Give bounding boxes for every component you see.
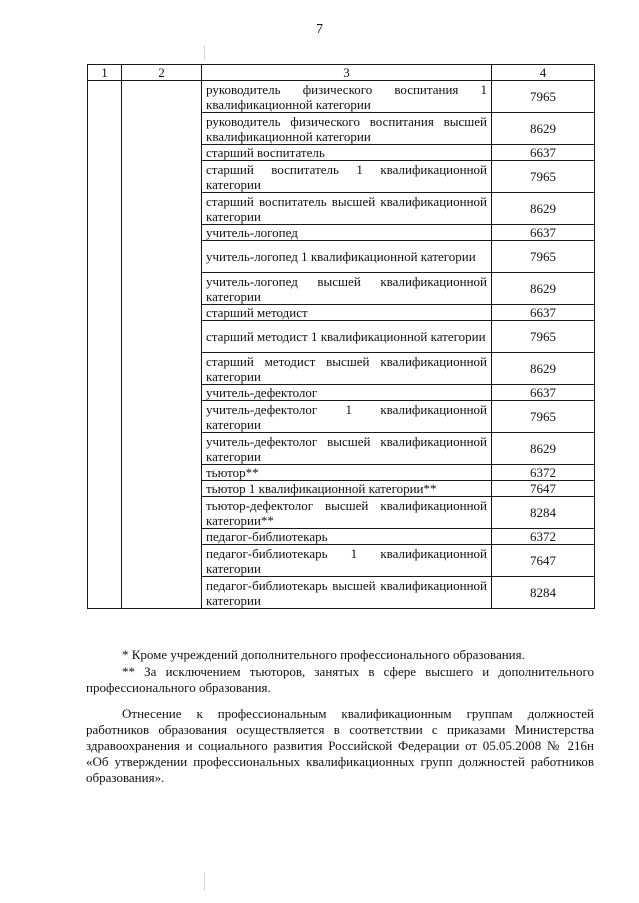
column-header: 3 <box>202 65 492 81</box>
position-cell: учитель-дефектолог высшей квалификационной категории <box>202 433 492 465</box>
position-cell: педагог-библиотекарь высшей квалификационной категории <box>202 577 492 609</box>
position-cell: старший воспитатель 1 квалификационной категории <box>202 161 492 193</box>
salary-value-cell: 7647 <box>492 545 595 577</box>
position-cell: тьютор** <box>202 465 492 481</box>
position-cell: учитель-дефектолог 1 квалификационной категории <box>202 401 492 433</box>
position-cell: старший методист 1 квалификационной категории <box>202 321 492 353</box>
empty-cell-col1 <box>88 81 122 609</box>
salary-value-cell: 6372 <box>492 529 595 545</box>
empty-cell-col2 <box>122 81 202 609</box>
position-cell: педагог-библиотекарь 1 квалификационной категории <box>202 545 492 577</box>
salary-value-cell: 8629 <box>492 273 595 305</box>
position-cell: учитель-логопед <box>202 225 492 241</box>
position-cell: старший воспитатель высшей квалификационной категории <box>202 193 492 225</box>
salary-value-cell: 6637 <box>492 145 595 161</box>
position-cell: учитель-дефектолог <box>202 385 492 401</box>
column-header: 4 <box>492 65 595 81</box>
position-cell: учитель-логопед высшей квалификационной категории <box>202 273 492 305</box>
position-cell: старший методист высшей квалификационной категории <box>202 353 492 385</box>
position-cell: руководитель физического воспитания высшей квалификационной категории <box>202 113 492 145</box>
table-header-row <box>88 65 595 81</box>
salary-value-cell: 7965 <box>492 321 595 353</box>
footnote-single-asterisk: * Кроме учреждений дополнительного профессионального образования. <box>122 647 525 662</box>
salary-value-cell: 7965 <box>492 81 595 113</box>
table-row <box>88 81 595 113</box>
salary-value-cell: 7965 <box>492 241 595 273</box>
salary-value-cell: 7965 <box>492 161 595 193</box>
column-header: 2 <box>122 65 202 81</box>
qualification-salary-table <box>87 64 595 609</box>
body-paragraph: Отнесение к профессиональным квалификационным группам должностей работников образования осуществляется в соответствии с приказами Министерства здравоохранения и социального развития Российской Федерации от 05.05.2008 № 216н «Об утверждении профессиональных квалификационных групп должностей работников образования». <box>86 706 594 785</box>
salary-value-cell: 6637 <box>492 225 595 241</box>
page-divider-mark <box>204 46 205 60</box>
salary-value-cell: 8629 <box>492 113 595 145</box>
position-cell: старший методист <box>202 305 492 321</box>
salary-value-cell: 8629 <box>492 433 595 465</box>
table-body <box>88 81 595 609</box>
position-cell: педагог-библиотекарь <box>202 529 492 545</box>
salary-value-cell: 8284 <box>492 577 595 609</box>
position-cell: руководитель физического воспитания 1 квалификационной категории <box>202 81 492 113</box>
salary-value-cell: 6637 <box>492 385 595 401</box>
salary-value-cell: 6637 <box>492 305 595 321</box>
footnote-double-asterisk: ** За исключением тьюторов, занятых в сфере высшего и дополнительного профессионального образования. <box>86 664 594 695</box>
position-cell: тьютор 1 квалификационной категории** <box>202 481 492 497</box>
salary-value-cell: 8629 <box>492 353 595 385</box>
position-cell: учитель-логопед 1 квалификационной категории <box>202 241 492 273</box>
salary-value-cell: 8284 <box>492 497 595 529</box>
position-cell: старший воспитатель <box>202 145 492 161</box>
page-number: 7 <box>316 22 323 37</box>
page-divider-mark <box>204 872 205 890</box>
salary-value-cell: 7647 <box>492 481 595 497</box>
column-header: 1 <box>88 65 122 81</box>
salary-value-cell: 6372 <box>492 465 595 481</box>
position-cell: тьютор-дефектолог высшей квалификационной категории** <box>202 497 492 529</box>
salary-value-cell: 7965 <box>492 401 595 433</box>
salary-value-cell: 8629 <box>492 193 595 225</box>
